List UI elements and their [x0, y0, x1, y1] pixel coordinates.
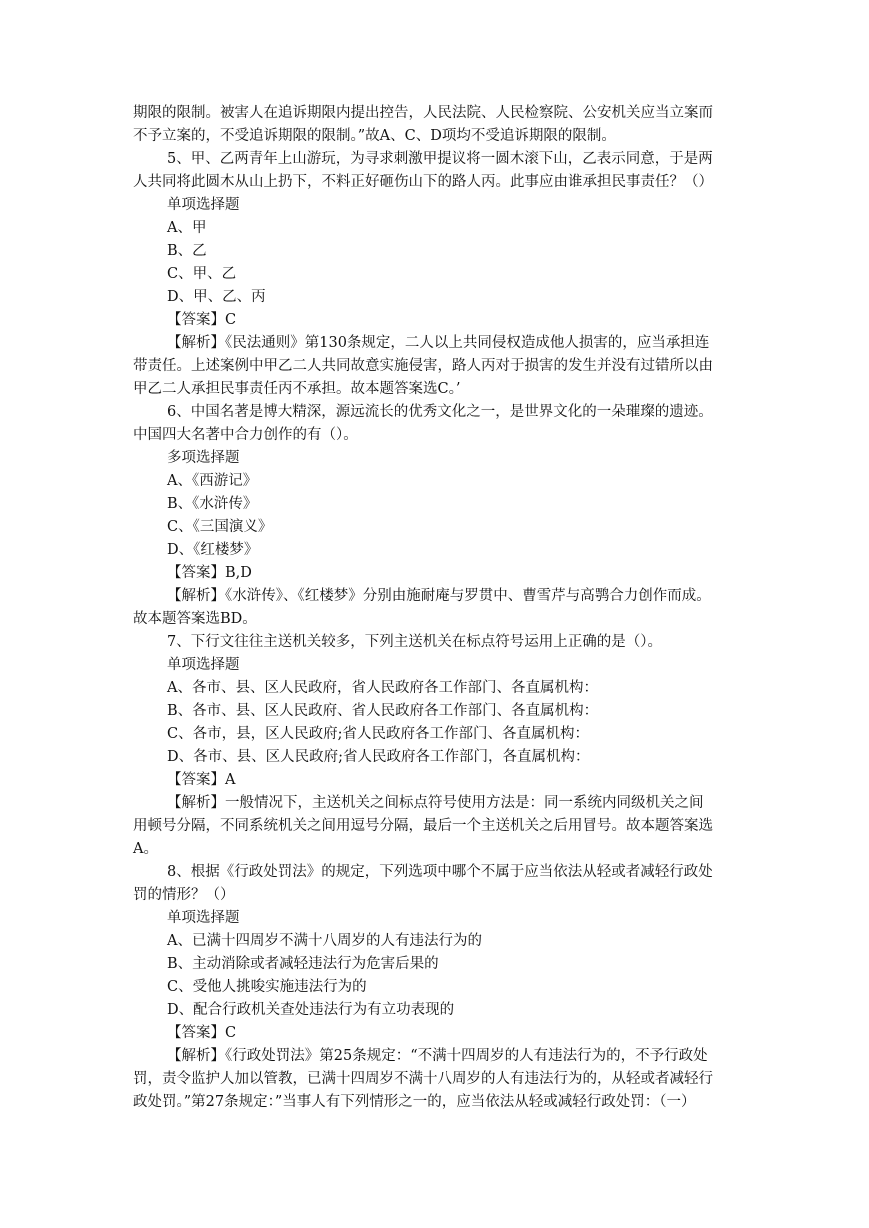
text-line: 【答案】B,D [167, 565, 252, 581]
text-line: 5、甲、乙两青年上山游玩，为寻求刺激甲提议将一圆木滚下山，乙表示同意，于是两 [167, 151, 713, 167]
text-line: D、《红楼梦》 [167, 542, 259, 558]
text-line: B、各市、县、区人民政府、省人民政府各工作部门、各直属机构： [167, 703, 599, 719]
text-line: B、主动消除或者减轻违法行为危害后果的 [167, 956, 439, 972]
text-line: 故本题答案选BD。 [133, 611, 257, 627]
text-line: 【答案】A [167, 772, 236, 788]
text-line: 中国四大名著中合力创作的有（）。 [133, 427, 358, 443]
text-line: 甲乙二人承担民事责任丙不承担。故本题答案选C。’ [133, 381, 461, 397]
text-line: 7、下行文往往主送机关较多，下列主送机关在标点符号运用上正确的是（）。 [167, 634, 662, 650]
text-line: C、各市，县，区人民政府;省人民政府各工作部门、各直属机构： [167, 726, 589, 742]
text-line: C、甲、乙 [167, 266, 237, 282]
text-line: 政处罚。”第27条规定：”当事人有下列情形之一的，应当依法从轻或减轻行政处罚：（一） [133, 1094, 696, 1110]
text-line: 【答案】C [167, 1025, 237, 1041]
text-line: D、配合行政机关查处违法行为有立功表现的 [167, 1002, 455, 1018]
text-line: 【解析】《行政处罚法》第25条规定：“不满十四周岁的人有违法行为的，不予行政处 [167, 1048, 708, 1064]
document-body [133, 102, 743, 1114]
text-line: 【解析】一般情况下，主送机关之间标点符号使用方法是：同一系统内同级机关之间 [167, 795, 704, 811]
text-line: 罚的情形？（） [133, 887, 235, 903]
text-line: 期限的限制。被害人在追诉期限内提出控告，人民法院、人民检察院、公安机关应当立案而 [133, 105, 713, 121]
text-line: 罚，责令监护人加以管教，已满十四周岁不满十八周岁的人有违法行为的，从轻或者减轻行 [133, 1071, 713, 1087]
text-line: C、《三国演义》 [167, 519, 273, 535]
text-line: 不予立案的，不受追诉期限的限制。”故A、C、D项均不受追诉期限的限制。 [133, 128, 616, 144]
text-line: 单项选择题 [167, 910, 240, 926]
text-line: 用顿号分隔，不同系统机关之间用逗号分隔，最后一个主送机关之后用冒号。故本题答案选 [133, 818, 713, 834]
text-line: A、各市、县、区人民政府，省人民政府各工作部门、各直属机构： [167, 680, 598, 696]
text-line: 带责任。上述案例中甲乙二人共同故意实施侵害，路人丙对于损害的发生并没有过错所以由 [133, 358, 713, 374]
text-line: 6、中国名著是博大精深，源远流长的优秀文化之一，是世界文化的一朵璀璨的遗迹。 [167, 404, 713, 420]
text-line: D、各市、县、区人民政府;省人民政府各工作部门，各直属机构： [167, 749, 590, 765]
text-line: 【解析】《水浒传》、《红楼梦》分别由施耐庵与罗贯中、曹雪芹与高鹗合力创作而成。 [167, 588, 711, 604]
text-line: 单项选择题 [167, 657, 240, 673]
text-line: 【解析】《民法通则》第130条规定，二人以上共同侵权造成他人损害的，应当承担连 [167, 335, 710, 351]
text-line: 多项选择题 [167, 450, 240, 466]
text-line: 单项选择题 [167, 197, 240, 213]
text-line: B、《水浒传》 [167, 496, 258, 512]
text-line: 人共同将此圆木从山上扔下，不料正好砸伤山下的路人丙。此事应由谁承担民事责任？（） [133, 174, 713, 190]
text-line: 8、根据《行政处罚法》的规定，下列选项中哪个不属于应当依法从轻或者减轻行政处 [167, 864, 713, 880]
text-line: 【答案】C [167, 312, 237, 328]
text-line: A、《西游记》 [167, 473, 258, 489]
text-line: A。 [133, 841, 158, 857]
text-line: C、受他人挑唆实施违法行为的 [167, 979, 367, 995]
text-line: A、甲 [167, 220, 207, 236]
text-line: D、甲、乙、丙 [167, 289, 266, 305]
text-line: A、已满十四周岁不满十八周岁的人有违法行为的 [167, 933, 482, 949]
text-line: B、乙 [167, 243, 207, 259]
